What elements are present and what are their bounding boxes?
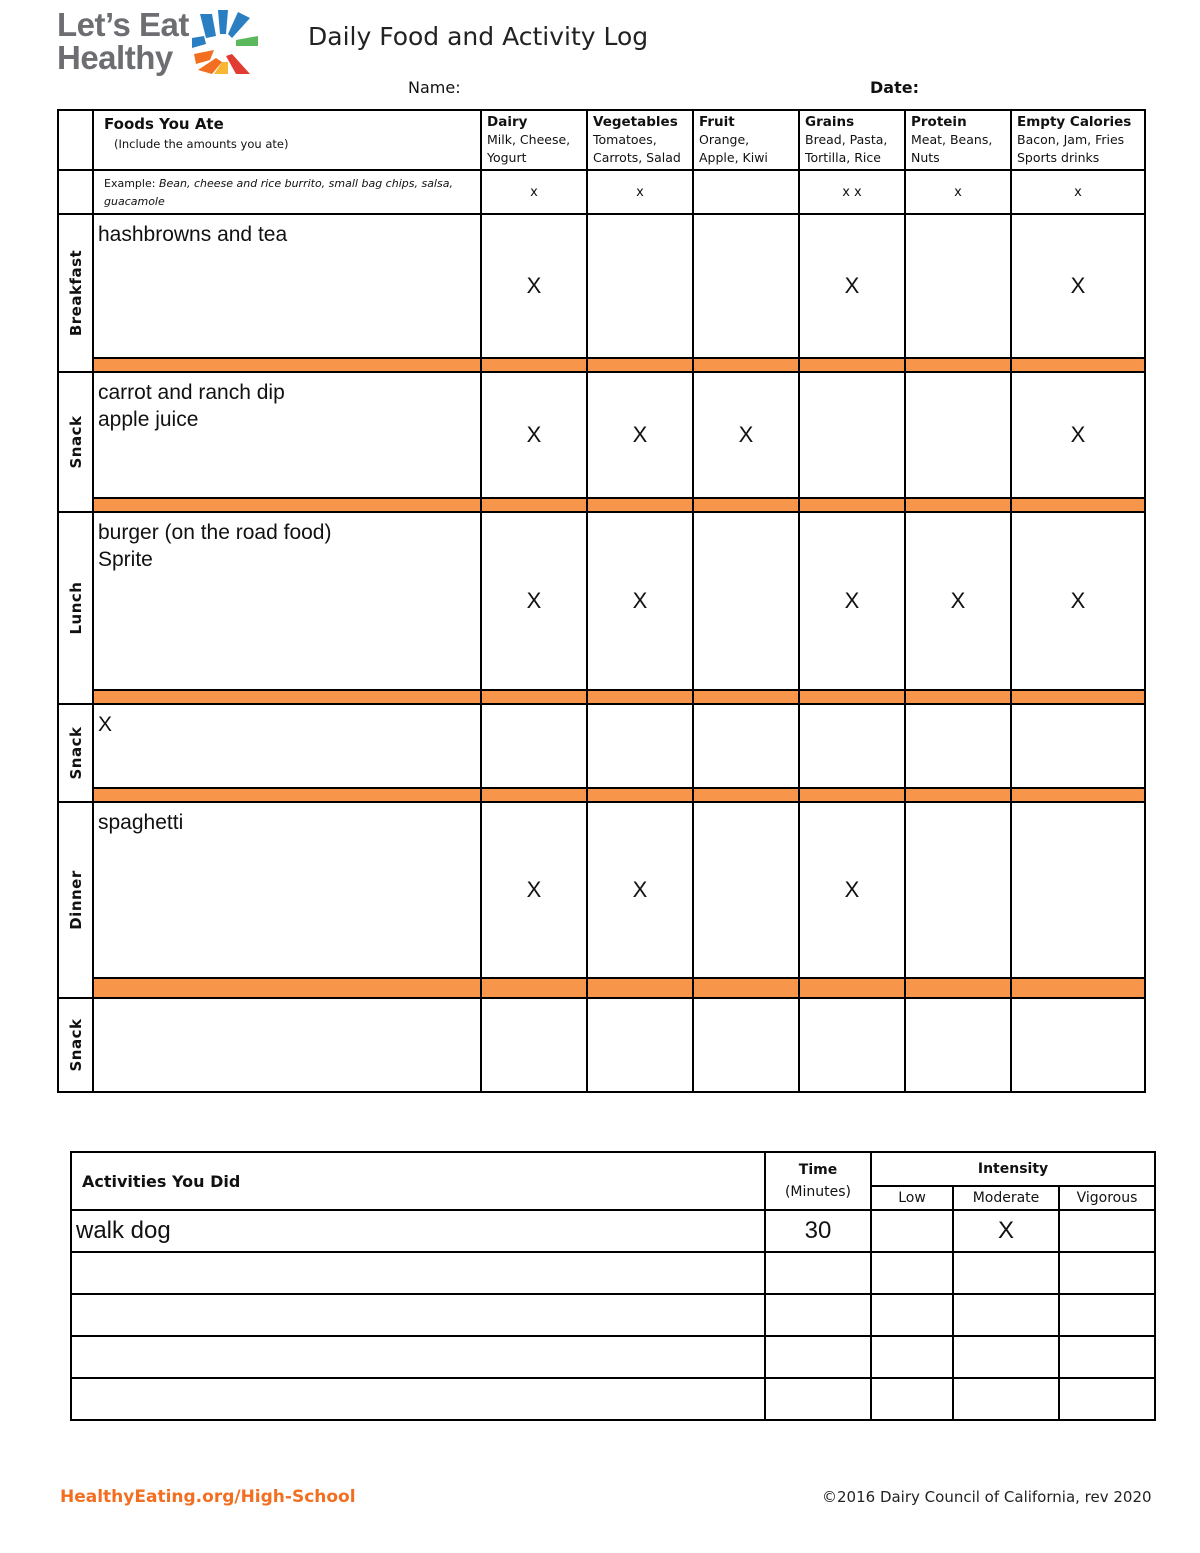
separator-cell [587,358,693,372]
food-entry[interactable]: hashbrowns and tea [93,214,481,358]
separator-cell [693,358,799,372]
example-mark: x [1011,170,1145,214]
separator-row [58,358,1145,372]
corner-cell [58,110,93,170]
intensity-header: Intensity [871,1152,1155,1186]
intensity-low-mark[interactable] [871,1210,953,1252]
group-header-empty-calories [1011,110,1145,170]
meal-label: Snack [66,726,85,780]
time-header-line-2: (Minutes) [784,1184,852,1200]
group-examples: Orange, [699,132,750,147]
group-header-vegetables [587,110,693,170]
logo-ray [200,14,216,38]
group-mark[interactable] [1011,998,1145,1092]
activity-time[interactable]: 30 [765,1210,871,1252]
activity-log-table [70,1151,1156,1421]
intensity-vigorous-mark[interactable] [1059,1378,1155,1420]
meal-label-cell [58,998,93,1092]
group-mark[interactable] [587,998,693,1092]
activity-entry[interactable]: walk dog [71,1210,765,1252]
intensity-vigorous-mark[interactable] [1059,1252,1155,1294]
logo-ray [226,54,250,74]
separator-cell [905,498,1011,512]
foods-subtitle: (Include the amounts you ate) [114,137,289,151]
group-mark[interactable] [799,704,905,788]
group-mark[interactable]: X [481,214,587,358]
activity-entry[interactable] [71,1336,765,1378]
separator-cell [693,498,799,512]
group-mark[interactable]: X [693,372,799,498]
group-mark[interactable] [693,998,799,1092]
date-label: Date: [870,78,919,97]
meal-label: Lunch [66,581,85,635]
group-mark[interactable] [1011,802,1145,978]
group-name: Vegetables [593,114,678,130]
group-mark[interactable] [799,998,905,1092]
group-header-fruit [693,110,799,170]
logo-line-1: Let’s Eat [57,6,189,43]
intensity-vigorous-mark[interactable] [1059,1336,1155,1378]
food-entry[interactable]: carrot and ranch dip apple juice [93,372,481,498]
separator-cell [693,690,799,704]
group-examples: Nuts [911,150,940,165]
intensity-moderate-mark[interactable] [953,1336,1059,1378]
activity-entry[interactable] [71,1294,765,1336]
group-mark[interactable] [587,704,693,788]
group-mark[interactable] [481,998,587,1092]
separator-cell [799,690,905,704]
group-mark[interactable]: X [481,802,587,978]
separator-cell [799,358,905,372]
separator-cell [1011,498,1145,512]
group-mark[interactable]: X [799,802,905,978]
group-mark[interactable] [905,998,1011,1092]
activity-row [71,1294,1155,1336]
group-mark[interactable]: X [1011,214,1145,358]
separator-cell [799,498,905,512]
intensity-low-mark[interactable] [871,1252,953,1294]
group-mark[interactable]: X [1011,512,1145,690]
separator-cell [93,498,481,512]
meal-label-cell [58,372,93,512]
meal-label: Breakfast [66,249,85,337]
example-row [58,170,1145,214]
group-mark[interactable] [693,214,799,358]
group-examples: Bread, Pasta, [805,132,888,147]
group-header-dairy [481,110,587,170]
name-label: Name: [408,78,461,97]
meal-label-cell [58,802,93,998]
meal-label: Dinner [66,870,85,930]
group-mark[interactable]: X [905,512,1011,690]
group-mark[interactable]: X [1011,372,1145,498]
footer-link[interactable]: HealthyEating.org/High-School [60,1487,356,1507]
group-examples: Milk, Cheese, [487,132,571,147]
intensity-moderate-mark[interactable] [953,1294,1059,1336]
activity-time[interactable] [765,1378,871,1420]
intensity-vigorous-mark[interactable] [1059,1294,1155,1336]
separator-row [58,788,1145,802]
intensity-low-mark[interactable] [871,1336,953,1378]
activity-row [71,1210,1155,1252]
example-cell [93,170,481,214]
group-mark[interactable] [1011,704,1145,788]
separator-row [58,690,1145,704]
separator-cell [481,498,587,512]
example-mark: x x [799,170,905,214]
meal-label-cell [58,704,93,802]
group-examples: Yogurt [487,150,527,165]
activity-header-row [71,1152,1155,1186]
separator-cell [481,358,587,372]
foods-title: Foods You Ate [104,115,224,133]
footer-copyright: ©2016 Dairy Council of California, rev 2020 [822,1488,1152,1506]
intensity-vigorous-mark[interactable] [1059,1210,1155,1252]
header-row [58,110,1145,170]
group-mark[interactable]: X [587,802,693,978]
intensity-moderate-mark[interactable]: X [953,1210,1059,1252]
meal-label: Snack [66,415,85,469]
separator-cell [93,690,481,704]
separator-cell [799,788,905,802]
example-mark [693,170,799,214]
group-mark[interactable]: X [481,372,587,498]
meal-row-snack [58,704,1145,788]
separator-cell [905,690,1011,704]
example-mark: x [481,170,587,214]
group-examples: Tomatoes, [593,132,657,147]
group-examples: Carrots, Salad [593,150,681,165]
separator-cell [481,788,587,802]
separator-cell [93,978,481,998]
intensity-moderate-header: Moderate [953,1186,1059,1210]
intensity-vigorous-header: Vigorous [1059,1186,1155,1210]
logo-ray [192,36,206,48]
activity-row [71,1252,1155,1294]
group-mark[interactable] [905,214,1011,358]
group-name: Fruit [699,114,735,130]
separator-cell [93,358,481,372]
logo [57,8,197,74]
example-label: Example: [104,177,156,190]
example-mark: x [905,170,1011,214]
separator-cell [481,978,587,998]
separator-row [58,498,1145,512]
separator-cell [1011,978,1145,998]
group-header-protein [905,110,1011,170]
separator-row [58,978,1145,998]
group-mark[interactable] [587,214,693,358]
meal-row-breakfast [58,214,1145,358]
group-examples: Apple, Kiwi [699,150,768,165]
intensity-low-mark[interactable] [871,1294,953,1336]
separator-cell [481,690,587,704]
group-mark[interactable] [693,512,799,690]
activity-row [71,1336,1155,1378]
activity-time[interactable] [765,1336,871,1378]
activity-time[interactable] [765,1294,871,1336]
example-side-cell [58,170,93,214]
group-examples: Tortilla, Rice [805,150,881,165]
time-header-line-1: Time [798,1162,838,1178]
separator-cell [587,690,693,704]
activity-time[interactable] [765,1252,871,1294]
activities-header: Activities You Did [71,1152,765,1210]
group-examples: Meat, Beans, [911,132,993,147]
separator-cell [1011,788,1145,802]
group-name: Protein [911,114,967,130]
food-entry[interactable]: X [93,704,481,788]
separator-cell [905,978,1011,998]
intensity-low-mark[interactable] [871,1378,953,1420]
example-text: Bean, cheese and rice burrito, small bag chips, salsa, guacamole [104,177,453,208]
logo-sunburst-icon [192,10,258,76]
logo-ray [218,10,228,34]
group-mark[interactable] [693,704,799,788]
group-examples: Bacon, Jam, Fries [1017,132,1125,147]
separator-cell [587,788,693,802]
separator-cell [587,498,693,512]
meal-row-lunch [58,512,1145,690]
activity-entry[interactable] [71,1378,765,1420]
separator-cell [1011,690,1145,704]
meal-label-cell [58,512,93,704]
meal-row-snack [58,998,1145,1092]
group-examples: Sports drinks [1017,150,1100,165]
meal-row-dinner [58,802,1145,978]
intensity-low-header: Low [871,1186,953,1210]
logo-ray [228,12,250,38]
separator-cell [799,978,905,998]
group-name: Grains [805,114,855,130]
separator-cell [693,788,799,802]
intensity-moderate-mark[interactable] [953,1252,1059,1294]
food-log-table [57,109,1146,1093]
group-name: Dairy [487,114,528,130]
intensity-moderate-mark[interactable] [953,1378,1059,1420]
group-mark[interactable] [799,372,905,498]
group-mark[interactable] [905,704,1011,788]
food-entry[interactable] [93,998,481,1092]
separator-cell [693,978,799,998]
food-entry[interactable]: burger (on the road food) Sprite [93,512,481,690]
activity-entry[interactable] [71,1252,765,1294]
group-mark[interactable] [693,802,799,978]
group-mark[interactable]: X [587,372,693,498]
group-mark[interactable] [481,704,587,788]
group-name: Empty Calories [1017,114,1132,130]
page-title: Daily Food and Activity Log [308,22,649,51]
group-mark[interactable]: X [481,512,587,690]
separator-cell [93,788,481,802]
group-mark[interactable]: X [799,214,905,358]
separator-cell [905,358,1011,372]
separator-cell [587,978,693,998]
group-mark[interactable] [905,372,1011,498]
logo-line-2: Healthy [57,39,173,76]
meal-label-cell [58,214,93,372]
activity-row [71,1378,1155,1420]
example-mark: x [587,170,693,214]
separator-cell [1011,358,1145,372]
group-header-grains [799,110,905,170]
group-mark[interactable] [905,802,1011,978]
group-mark[interactable]: X [799,512,905,690]
group-mark[interactable]: X [587,512,693,690]
food-entry[interactable]: spaghetti [93,802,481,978]
meal-label: Snack [66,1018,85,1072]
separator-cell [905,788,1011,802]
meal-row-snack [58,372,1145,498]
logo-ray [236,36,258,46]
foods-header [93,110,481,170]
time-header [765,1152,871,1210]
